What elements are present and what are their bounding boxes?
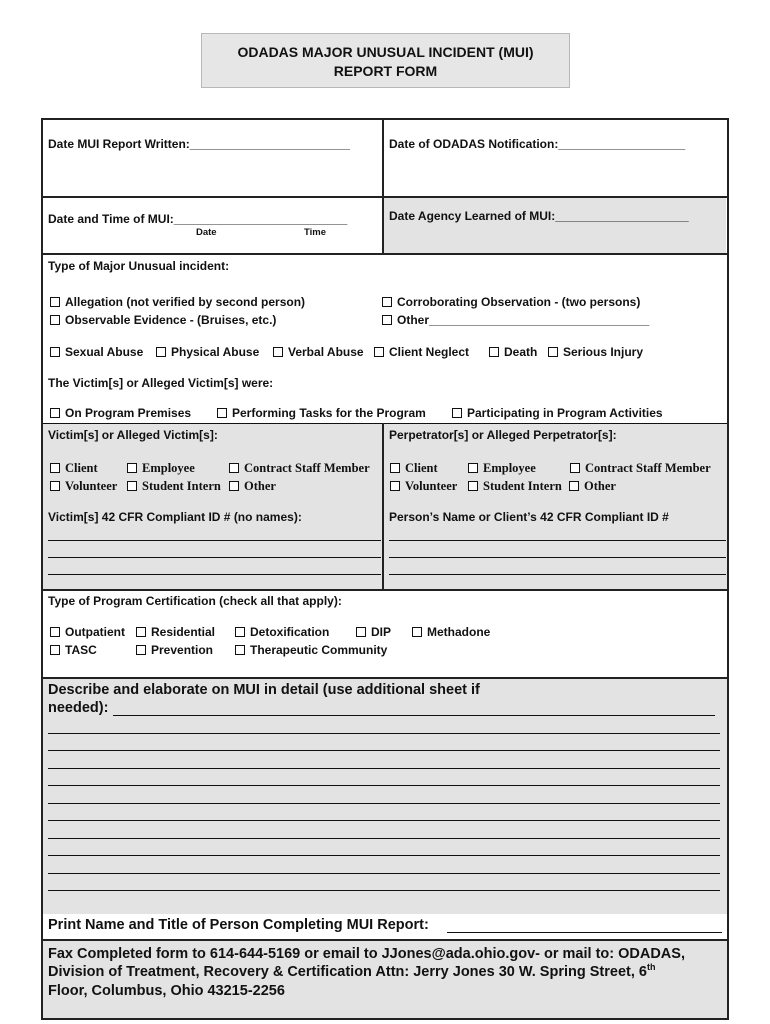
description-line[interactable] — [48, 820, 720, 821]
checkbox[interactable] — [50, 627, 60, 637]
description-line[interactable] — [48, 855, 720, 856]
checkbox[interactable] — [156, 347, 166, 357]
divider — [43, 423, 727, 424]
fax-instructions: Fax Completed form to 614-644-5169 or email to JJones@ada.ohio.gov- or mail to: ODADAS, — [48, 946, 685, 962]
allegation-option[interactable]: Allegation (not verified by second person) — [50, 295, 305, 309]
divider — [41, 939, 729, 941]
form-subtitle: REPORT FORM — [333, 63, 438, 79]
form-title-box — [201, 33, 570, 88]
checkbox[interactable] — [229, 463, 239, 473]
performing-tasks-option[interactable]: Performing Tasks for the Program — [217, 406, 426, 420]
description-line[interactable] — [113, 715, 715, 716]
description-line[interactable] — [48, 890, 720, 891]
checkbox[interactable] — [489, 347, 499, 357]
checkbox[interactable] — [390, 481, 400, 491]
physical-abuse-option[interactable]: Physical Abuse — [156, 345, 259, 359]
perp-id-line[interactable] — [389, 574, 726, 575]
description-line[interactable] — [48, 750, 720, 751]
column-divider — [382, 423, 384, 591]
checkbox[interactable] — [50, 347, 60, 357]
checkbox[interactable] — [50, 481, 60, 491]
checkbox[interactable] — [452, 408, 462, 418]
superscript: th — [646, 962, 656, 973]
victim-client-option[interactable]: Client — [50, 461, 98, 476]
checkbox[interactable] — [127, 463, 137, 473]
checkbox[interactable] — [570, 463, 580, 473]
serious-injury-option[interactable]: Serious Injury — [548, 345, 643, 359]
print-name-label: Print Name and Title of Person Completing MUI Report: — [48, 917, 429, 933]
verbal-abuse-option[interactable]: Verbal Abuse — [273, 345, 364, 359]
observable-evidence-option[interactable]: Observable Evidence - (Bruises, etc.) — [50, 313, 276, 327]
outpatient-option[interactable]: Outpatient — [50, 625, 125, 639]
corroborating-option[interactable]: Corroborating Observation - (two persons) — [382, 295, 640, 309]
detox-option[interactable]: Detoxification — [235, 625, 329, 639]
time-sublabel: Time — [304, 227, 327, 238]
describe-heading-cont: needed): — [48, 700, 109, 716]
perp-id-line[interactable] — [389, 540, 726, 541]
victim-employee-option[interactable]: Employee — [127, 461, 195, 476]
description-line[interactable] — [48, 838, 720, 839]
checkbox[interactable] — [468, 481, 478, 491]
date-time-mui-field[interactable]: Date and Time of MUI:__________________________ — [48, 212, 348, 226]
therapeutic-option[interactable]: Therapeutic Community — [235, 643, 387, 657]
checkbox[interactable] — [235, 627, 245, 637]
description-line[interactable] — [48, 785, 720, 786]
divider — [41, 677, 729, 679]
victim-heading: Victim[s] or Alleged Victim[s]: — [48, 428, 218, 442]
checkbox[interactable] — [136, 645, 146, 655]
print-name-line[interactable] — [447, 932, 722, 933]
methadone-option[interactable]: Methadone — [412, 625, 490, 639]
perp-intern-option[interactable]: Student Intern — [468, 479, 562, 494]
checkbox[interactable] — [229, 481, 239, 491]
victim-id-line[interactable] — [48, 540, 381, 541]
divider — [41, 196, 729, 198]
checkbox[interactable] — [390, 463, 400, 473]
residential-option[interactable]: Residential — [136, 625, 215, 639]
victim-intern-option[interactable]: Student Intern — [127, 479, 221, 494]
dip-option[interactable]: DIP — [356, 625, 391, 639]
victims-were-heading: The Victim[s] or Alleged Victim[s] were: — [48, 376, 274, 390]
checkbox[interactable] — [50, 645, 60, 655]
description-line[interactable] — [48, 733, 720, 734]
victim-id-label: Victim[s] 42 CFR Compliant ID # (no names): — [48, 510, 302, 524]
perp-id-line[interactable] — [389, 557, 726, 558]
checkbox[interactable] — [374, 347, 384, 357]
date-odadas-notification-field[interactable]: Date of ODADAS Notification:___________________ — [389, 137, 686, 151]
date-report-written-field[interactable]: Date MUI Report Written:________________________ — [48, 137, 350, 151]
describe-heading: Describe and elaborate on MUI in detail (use additional sheet if — [48, 682, 480, 698]
perp-other-option[interactable]: Other — [569, 479, 616, 494]
description-line[interactable] — [48, 803, 720, 804]
checkbox[interactable] — [50, 315, 60, 325]
checkbox[interactable] — [136, 627, 146, 637]
victim-contract-option[interactable]: Contract Staff Member — [229, 461, 370, 476]
checkbox[interactable] — [382, 297, 392, 307]
participating-option[interactable]: Participating in Program Activities — [452, 406, 663, 420]
certification-heading: Type of Program Certification (check all that apply): — [48, 594, 342, 608]
fax-instructions: Floor, Columbus, Ohio 43215-2256 — [48, 983, 285, 999]
checkbox[interactable] — [412, 627, 422, 637]
perp-employee-option[interactable]: Employee — [468, 461, 536, 476]
on-premises-option[interactable]: On Program Premises — [50, 406, 191, 420]
form-title: ODADAS MAJOR UNUSUAL INCIDENT (MUI) — [237, 44, 534, 60]
perp-contract-option[interactable]: Contract Staff Member — [570, 461, 711, 476]
divider — [41, 253, 729, 255]
checkbox[interactable] — [382, 315, 392, 325]
checkbox[interactable] — [50, 463, 60, 473]
checkbox[interactable] — [569, 481, 579, 491]
checkbox[interactable] — [468, 463, 478, 473]
checkbox[interactable] — [235, 645, 245, 655]
prevention-option[interactable]: Prevention — [136, 643, 213, 657]
perp-volunteer-option[interactable]: Volunteer — [390, 479, 457, 494]
perp-client-option[interactable]: Client — [390, 461, 438, 476]
column-divider — [382, 118, 384, 255]
incident-type-heading: Type of Major Unusual incident: — [48, 259, 230, 273]
description-line[interactable] — [48, 873, 720, 874]
date-agency-learned-field[interactable]: Date Agency Learned of MUI:____________________ — [389, 209, 689, 223]
checkbox[interactable] — [127, 481, 137, 491]
perpetrator-id-label: Person’s Name or Client’s 42 CFR Compliant ID # — [389, 510, 669, 524]
checkbox[interactable] — [273, 347, 283, 357]
victim-id-line[interactable] — [48, 574, 381, 575]
checkbox[interactable] — [50, 297, 60, 307]
perpetrator-heading: Perpetrator[s] or Alleged Perpetrator[s]: — [389, 428, 617, 442]
divider — [41, 589, 729, 591]
checkbox[interactable] — [548, 347, 558, 357]
sexual-abuse-option[interactable]: Sexual Abuse — [50, 345, 143, 359]
checkbox[interactable] — [50, 408, 60, 418]
checkbox[interactable] — [356, 627, 366, 637]
other-incident-option[interactable]: Other_________________________________ — [382, 313, 649, 327]
checkbox[interactable] — [217, 408, 227, 418]
death-option[interactable]: Death — [489, 345, 537, 359]
victim-other-option[interactable]: Other — [229, 479, 276, 494]
client-neglect-option[interactable]: Client Neglect — [374, 345, 469, 359]
tasc-option[interactable]: TASC — [50, 643, 97, 657]
description-line[interactable] — [48, 768, 720, 769]
victim-volunteer-option[interactable]: Volunteer — [50, 479, 117, 494]
victim-id-line[interactable] — [48, 557, 381, 558]
fax-instructions: Division of Treatment, Recovery & Certification Attn: Jerry Jones 30 W. Spring Street, 6th — [48, 962, 656, 980]
date-sublabel: Date — [196, 227, 217, 238]
